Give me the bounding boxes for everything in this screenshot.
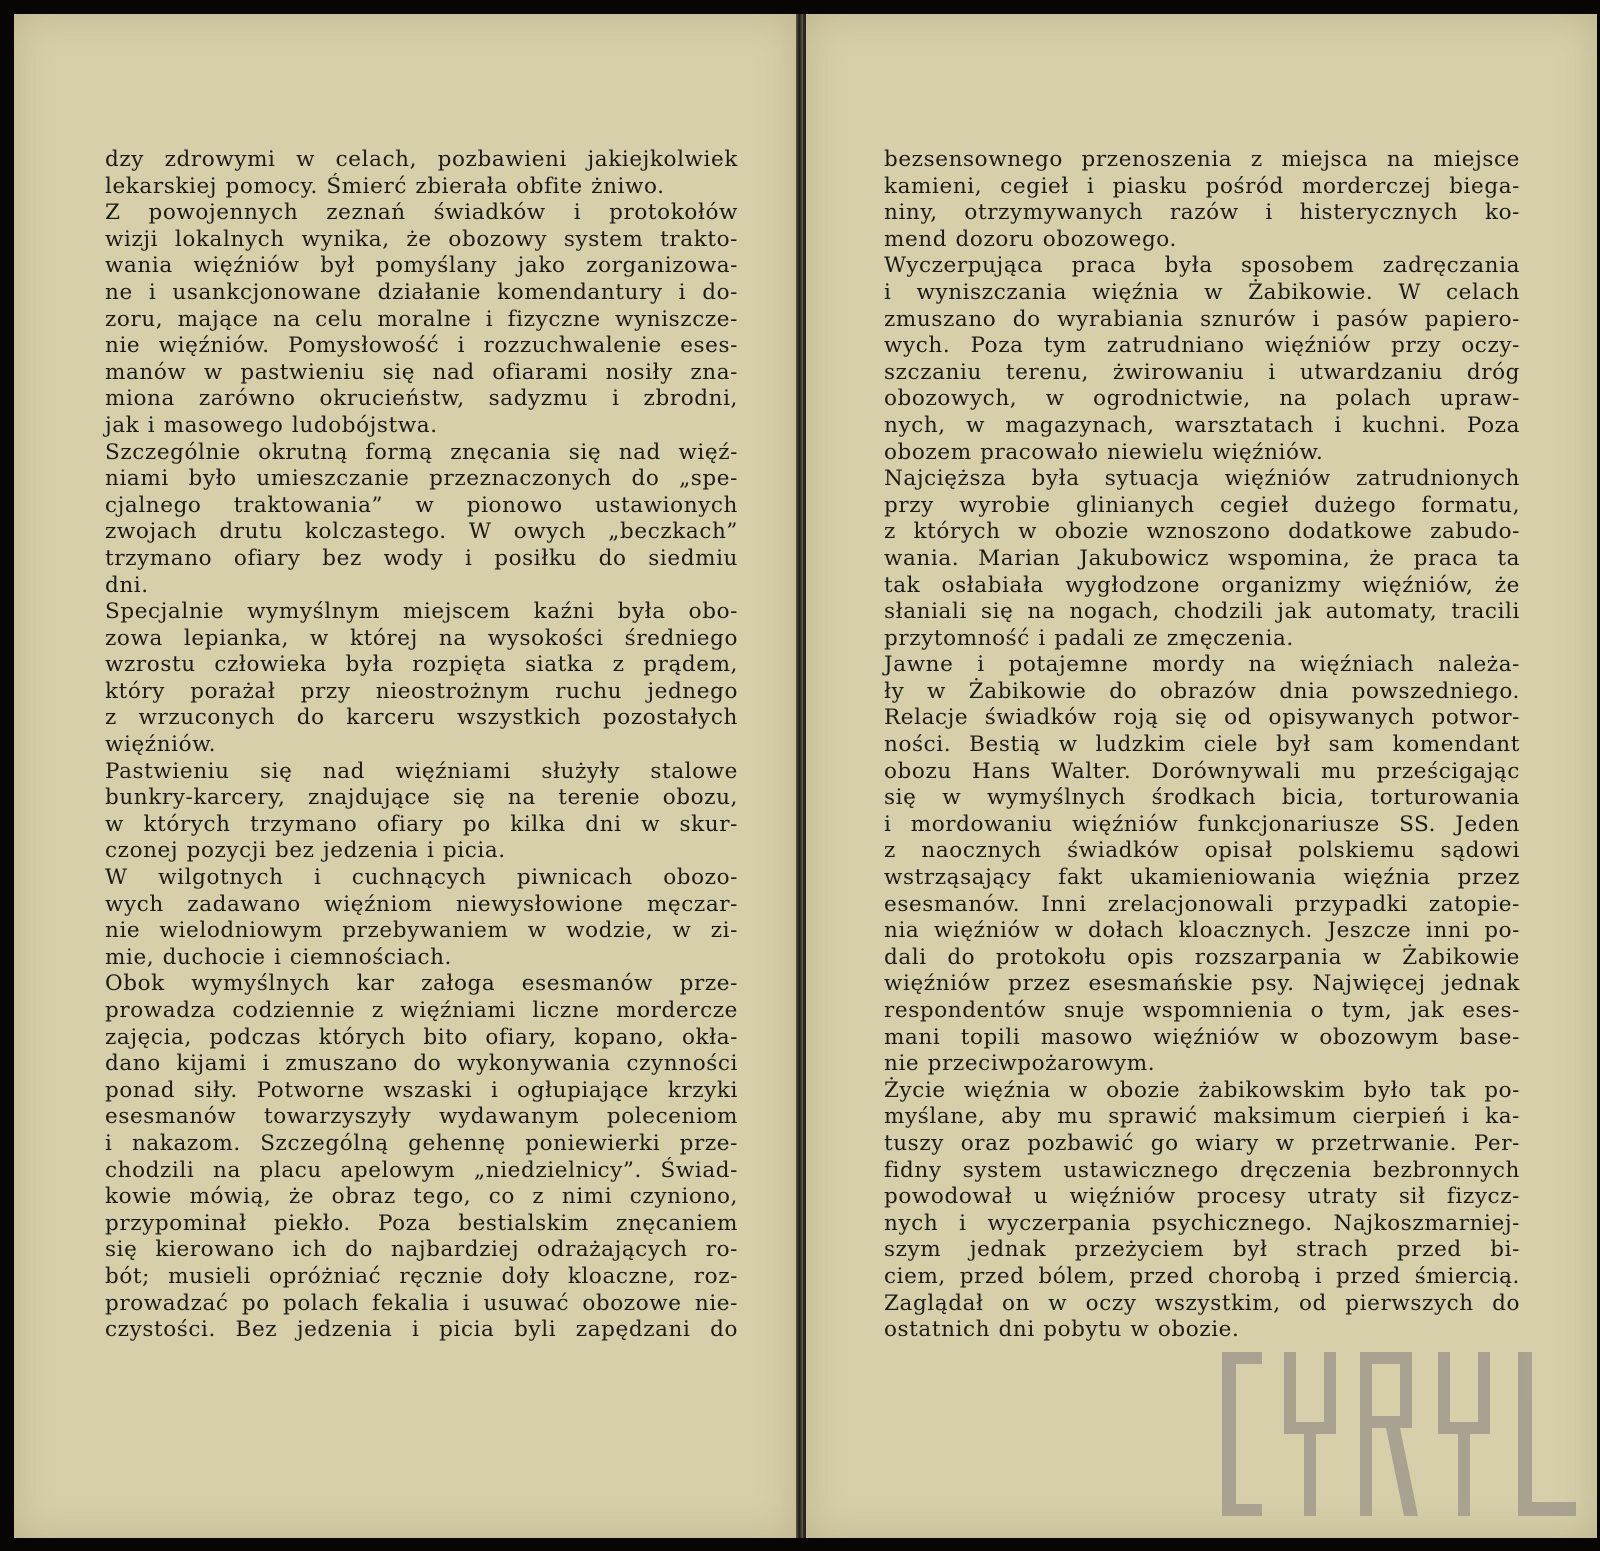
cyryl-watermark-logo: [1222, 1352, 1586, 1516]
right-page-text-line: wania. Marian Jakubowicz wspomina, że praca ta: [884, 545, 1520, 571]
right-page-text-line: Jawne i potajemne mordy na więźniach należa-: [884, 652, 1520, 678]
right-page-text-line: szczaniu terenu, żwirowaniu i utwardzaniu dróg: [884, 359, 1520, 385]
right-page-text-line: dali do protokołu opis rozszarpania w Żabikowie: [884, 944, 1520, 970]
left-page-text-line: jak i masowego ludobójstwa.: [105, 412, 438, 438]
right-page-text-line: mend dozoru obozowego.: [884, 226, 1177, 252]
left-page-text-line: dni.: [105, 572, 149, 598]
right-page-text-line: więźniów przez esesmańskie psy. Najwięcej jednak: [884, 971, 1520, 997]
right-page-text-line: przytomność i padali ze zmęczenia.: [884, 625, 1294, 651]
right-page-text-line: nych, w magazynach, warsztatach i kuchni. Poza: [884, 412, 1520, 438]
right-page-text-line: nych i wyczerpania psychicznego. Najkoszmarniej-: [884, 1210, 1520, 1236]
right-page-text-line: ostatnich dni pobytu w obozie.: [884, 1317, 1240, 1343]
right-page-text-line: i mordowaniu więźniów funkcjonariusze SS. Jeden: [884, 811, 1520, 837]
left-page-text-line: cjalnego traktowania” w pionowo ustawionych: [105, 492, 738, 518]
right-page-text-line: obozem pracowało niewielu więźniów.: [884, 439, 1324, 465]
left-page-text-line: bót; musieli opróżniać ręcznie doły kloaczne, roz-: [105, 1263, 738, 1289]
left-page-text: [105, 147, 738, 1344]
right-page-text-line: Relacje świadków roją się od opisywanych potwor-: [884, 705, 1520, 731]
left-page-text-line: i nakazom. Szczególną gehennę poniewierki prze-: [105, 1130, 738, 1156]
right-page-text-line: mani topili masowo więźniów w obozowym base-: [884, 1024, 1520, 1050]
right-page-text-line: niny, otrzymywanych razów i histerycznych ko-: [884, 200, 1520, 226]
left-page-text-line: ne i usankcjonowane działanie komendantury i do-: [105, 279, 738, 305]
right-page-text-line: wych. Poza tym zatrudniano więźniów przy oczy-: [884, 333, 1520, 359]
right-page-text-line: obozu Hans Walter. Dorównywali mu prześcigając: [884, 758, 1520, 784]
right-page-text-line: fidny system ustawicznego dręczenia bezbronnych: [884, 1157, 1520, 1183]
left-page-text-line: czonej pozycji bez jedzenia i picia.: [105, 838, 506, 864]
left-page-text-line: się kierowano ich do najbardziej odrażających ro-: [105, 1237, 738, 1263]
left-page-text-line: ponad siły. Potworne wszaski i ogłupiające krzyki: [105, 1077, 738, 1103]
right-page-text-line: nie przeciwpożarowym.: [884, 1051, 1156, 1077]
left-page-text-line: esesmanów towarzyszyły wydawanym poleceniom: [105, 1104, 738, 1130]
left-page: [14, 14, 798, 1538]
left-page-text-line: kowie mówią, że obraz tego, co z nimi czyniono,: [105, 1184, 738, 1210]
right-page-text-line: ności. Bestią w ludzkim ciele był sam komendant: [884, 732, 1520, 758]
right-page-text-line: powodował u więźniów procesy utraty sił fizycz-: [884, 1184, 1520, 1210]
right-page-text-line: i wyniszczania więźnia w Żabikowie. W celach: [884, 279, 1520, 305]
left-page-text-line: z wrzuconych do karceru wszystkich pozostałych: [105, 705, 738, 731]
left-page-text-line: wych zadawano więźniom niewysłowione męczar-: [105, 891, 738, 917]
left-page-text-line: miona zarówno okrucieństw, sadyzmu i zbrodni,: [105, 386, 738, 412]
left-page-text-line: trzymano ofiary bez wody i posiłku do siedmiu: [105, 545, 738, 571]
right-page-text-line: ły w Żabikowie do obrazów dnia powszedniego.: [884, 678, 1520, 704]
right-page-text-line: Wyczerpująca praca była sposobem zadręczania: [884, 253, 1520, 279]
left-page-text-line: wzrostu człowieka była rozpięta siatka z prądem,: [105, 652, 738, 678]
right-page-text: [884, 147, 1520, 1344]
book-gutter: [796, 14, 803, 1538]
left-page-text-line: wizji lokalnych wynika, że obozowy system trakto-: [105, 226, 738, 252]
left-page-text-line: zowa lepianka, w której na wysokości średniego: [105, 625, 738, 651]
right-page-text-line: szym jednak przeżyciem był strach przed bi-: [884, 1237, 1520, 1263]
right-page-text-line: przy wyrobie glinianych cegieł dużego formatu,: [884, 492, 1520, 518]
left-page-text-line: niami było umieszczanie przeznaczonych do „spe-: [105, 466, 738, 492]
right-page-text-line: słaniali się na nogach, chodzili jak automaty, tracili: [884, 599, 1520, 625]
left-page-text-line: zoru, mające na celu moralne i fizyczne wyniszcze-: [105, 306, 738, 332]
right-page-text-line: myślane, aby mu sprawić maksimum cierpień i ka-: [884, 1104, 1520, 1130]
right-page-text-line: obozowych, w ogrodnictwie, na polach upraw-: [884, 386, 1520, 412]
right-page-text-line: Najcięższa była sytuacja więźniów zatrudnionych: [884, 466, 1520, 492]
left-page-text-line: W wilgotnych i cuchnących piwnicach obozo-: [105, 865, 738, 891]
left-page-text-line: lekarskiej pomocy. Śmierć zbierała obfite żniwo.: [105, 173, 665, 199]
left-page-text-line: Z powojennych zeznań świadków i protokołów: [105, 200, 738, 226]
left-page-text-line: w których trzymano ofiary po kilka dni w skur-: [105, 811, 738, 837]
right-page-text-line: nia więźniów w dołach kloacznych. Jeszcze inni po-: [884, 918, 1520, 944]
left-page-text-line: nie więźniów. Pomysłowość i rozzuchwalenie eses-: [105, 333, 738, 359]
right-page-text-line: wstrząsający fakt ukamieniowania więźnia przez: [884, 865, 1520, 891]
left-page-text-line: dzy zdrowymi w celach, pozbawieni jakiejkolwiek: [105, 147, 738, 172]
left-page-text-line: prowadza codziennie z więźniami liczne mordercze: [105, 998, 738, 1023]
right-page-text-line: ciem, przed bólem, przed chorobą i przed śmiercią.: [884, 1263, 1520, 1289]
right-page: [803, 14, 1597, 1538]
left-page-text-line: dano kijami i zmuszano do wykonywania czynności: [105, 1051, 738, 1077]
left-page-text-line: więźniów.: [105, 732, 217, 758]
left-page-text-line: mie, duchocie i ciemnościach.: [105, 944, 452, 970]
right-page-text-line: Życie więźnia w obozie żabikowskim było tak po-: [884, 1077, 1520, 1103]
left-page-text-line: Szczególnie okrutną formą znęcania się nad więź-: [105, 439, 738, 465]
left-page-text-line: zwojach drutu kolczastego. W owych „beczkach”: [105, 519, 738, 545]
left-page-text-line: Obok wymyślnych kar załoga esesmanów prze-: [105, 971, 738, 997]
right-page-text-line: tuszy oraz pozbawić go wiary w przetrwanie. Per-: [884, 1130, 1520, 1156]
left-page-text-line: bunkry-karcery, znajdujące się na terenie obozu,: [105, 785, 738, 811]
right-page-text-line: zmuszano do wyrabiania sznurów i pasów papiero-: [884, 306, 1520, 332]
right-page-text-line: się w wymyślnych środkach bicia, torturowania: [884, 785, 1520, 811]
right-page-text-line: bezsensownego przenoszenia z miejsca na miejsce: [884, 147, 1520, 172]
right-page-text-line: esesmanów. Inni zrelacjonowali przypadki zatopie-: [884, 891, 1520, 917]
right-page-text-line: z naocznych świadków opisał polskiemu sądowi: [884, 838, 1520, 864]
left-page-text-line: Pastwieniu się nad więźniami służyły stalowe: [105, 758, 738, 784]
left-page-text-line: Specjalnie wymyślnym miejscem kaźni była obo-: [105, 599, 738, 625]
left-page-text-line: czystości. Bez jedzenia i picia byli zapędzani do: [105, 1317, 738, 1343]
right-page-text-line: respondentów snuje wspomnienia o tym, jak eses-: [884, 998, 1520, 1023]
left-page-text-line: prowadzać po polach fekalia i usuwać obozowe nie-: [105, 1290, 738, 1316]
left-page-text-line: zajęcia, podczas których bito ofiary, kopano, okła-: [105, 1024, 738, 1050]
right-page-text-line: Zaglądał on w oczy wszystkim, od pierwszych do: [884, 1290, 1520, 1316]
left-page-text-line: chodzili na placu apelowym „niedzielnicy”. Świad-: [105, 1157, 738, 1183]
left-page-text-line: nie wielodniowym przebywaniem w wodzie, w zi-: [105, 918, 738, 944]
right-page-text-line: z których w obozie wznoszono dodatkowe zabudo-: [884, 519, 1520, 545]
left-page-text-line: wania więźniów był pomyślany jako zorganizowa-: [105, 253, 738, 279]
left-page-text-line: przypominał piekło. Poza bestialskim znęcaniem: [105, 1210, 738, 1236]
left-page-text-line: który porażał przy nieostrożnym ruchu jednego: [105, 678, 738, 704]
right-page-text-line: kamieni, cegieł i piasku pośród morderczej biega-: [884, 173, 1520, 199]
right-page-text-line: tak osłabiała wygłodzone organizmy więźniów, że: [884, 572, 1520, 598]
left-page-text-line: manów w pastwieniu się nad ofiarami nosiły zna-: [105, 359, 738, 385]
